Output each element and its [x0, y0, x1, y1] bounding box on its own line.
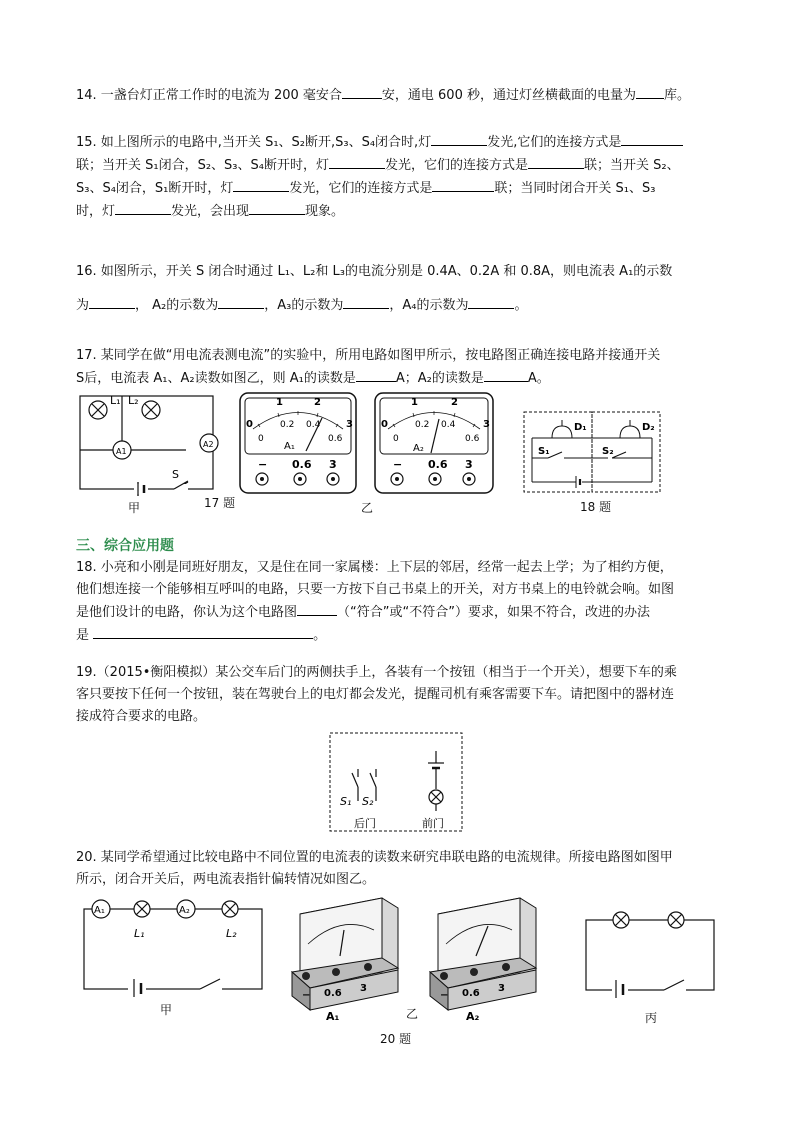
- q18-line-1: 18. 小亮和小刚是同班好朋友，又是住在同一家属楼：上下层的邻居，经常一起去上学；为了相约方便，: [76, 560, 673, 575]
- terminal-label: −: [440, 990, 449, 1001]
- scale-label: 0.6: [465, 434, 480, 444]
- fig20-jia-caption: 甲: [160, 1003, 173, 1017]
- q15-text: 发光,它们的连接方式是: [487, 135, 622, 150]
- q19-line-1: 19.（2015•衡阳模拟）某公交车后门的两侧扶手上，各装有一个按钮（相当于一个开关），想要下车的乘: [76, 665, 677, 680]
- q15-line-3: [76, 177, 721, 200]
- q16-line-1: 16. 如图所示，开关 S 闭合时通过 L₁、L₂和 L₃的电流分别是 0.4A、0.2A 和 0.8A，则电流表 A₁的示数: [76, 264, 673, 279]
- fig20-bing-caption: 丙: [645, 1011, 658, 1025]
- q15-blank-6[interactable]: [432, 177, 494, 192]
- scale-label: 3: [346, 419, 353, 430]
- q14-blank-1[interactable]: [342, 84, 382, 99]
- q14-blank-2[interactable]: [636, 84, 664, 99]
- fig19-components: [328, 731, 464, 833]
- q18-text: （“符合”或“不符合”）要求，如果不符合，改进的办法: [337, 605, 650, 620]
- switch-s-label: S: [172, 468, 179, 481]
- q15-text: 发光，它们的连接方式是: [289, 181, 433, 196]
- ammeter-a1-label: A₁: [94, 905, 105, 916]
- q20-line-2: 所示，闭合开关后，两电流表指针偏转情况如图乙。: [76, 872, 376, 887]
- q15-text: 发光，会出现: [171, 204, 250, 219]
- fig17-circuit-jia: [76, 388, 226, 498]
- fig18-circuit: [522, 410, 662, 495]
- terminal-label: 3: [329, 458, 337, 471]
- question-16: [76, 261, 721, 317]
- fig20-caption: 20 题: [380, 1032, 412, 1046]
- terminal-label: 0.6: [428, 458, 448, 471]
- q15-blank-3[interactable]: [329, 154, 385, 169]
- q15-line-1: [76, 131, 721, 154]
- section-heading: 三、综合应用题: [76, 538, 174, 554]
- q17-line-2: [76, 367, 721, 390]
- q17-blank-1[interactable]: [356, 367, 396, 382]
- q14-text-2: 安，通电 600 秒，通过灯丝横截面的电量为: [381, 88, 636, 103]
- scale-label: 0: [381, 419, 388, 430]
- q15-line-4: [76, 200, 721, 223]
- q17-text: A。: [527, 371, 550, 386]
- scale-label: 0: [246, 419, 253, 430]
- q15-text: 15. 如上图所示的电路中,当开关 S₁、S₂断开,S₃、S₄闭合时,灯: [76, 135, 432, 150]
- lamp-l1-label: L₁: [110, 394, 121, 407]
- meter-label: A₂: [413, 443, 424, 454]
- back-door-label: 后门: [354, 817, 376, 830]
- q15-text: 现象。: [305, 204, 345, 219]
- terminal-label: 3: [360, 983, 367, 994]
- q15-text: S₃、S₄闭合，S₁断开时，灯: [76, 181, 234, 196]
- terminal-label: −: [393, 458, 403, 471]
- terminal-label: 3: [465, 458, 473, 471]
- scale-label: 0.4: [441, 420, 456, 430]
- meter-label: A₁: [284, 441, 295, 452]
- q16-text: ，A₄的示数为: [389, 298, 469, 313]
- q18-line-3: [76, 601, 721, 624]
- q16-blank-4[interactable]: [468, 294, 514, 309]
- fig17-meter-a2: [373, 391, 495, 496]
- fig17-jia-caption: 甲: [128, 501, 141, 515]
- fig20-meter-a1: [286, 892, 404, 1024]
- q18-line-2: 他们想连接一个能够相互呼叫的电路，只要一方按下自己书桌上的开关，对方书桌上的电铃就会响。如图: [76, 582, 675, 597]
- q15-blank-8[interactable]: [249, 200, 305, 215]
- q15-blank-5[interactable]: [233, 177, 289, 192]
- ammeter-a2-label: A₂: [179, 905, 190, 916]
- q15-text: 联；当开关 S₁闭合，S₂、S₃、S₄断开时，灯: [76, 158, 329, 173]
- question-19: [76, 662, 721, 728]
- q16-blank-1[interactable]: [89, 294, 135, 309]
- q16-text: 为: [76, 298, 90, 313]
- scale-label: 0.4: [306, 420, 321, 430]
- scale-label: 2: [314, 397, 321, 408]
- terminal-label: −: [258, 458, 268, 471]
- q15-line-2: [76, 154, 721, 177]
- scale-label: 1: [411, 397, 418, 408]
- q16-line-2: [76, 294, 721, 317]
- q14-text-3: 库。: [663, 88, 690, 103]
- q19-line-2: 客只要按下任何一个按钮，装在驾驶台上的电灯都会发光，提醒司机有乘客需要下车。请把图中的器材连: [76, 687, 675, 702]
- q18-text: 是: [76, 628, 90, 643]
- q18-blank-1[interactable]: [297, 601, 337, 616]
- q16-text: 。: [514, 298, 528, 313]
- q18-blank-2[interactable]: [93, 624, 313, 639]
- q15-blank-7[interactable]: [115, 200, 171, 215]
- fig17-meter-a1: [238, 391, 358, 496]
- switch-s1-label: S₁: [538, 446, 550, 457]
- q15-text: 联；当开关 S₂、: [584, 158, 680, 173]
- switch-s2-label: S₂: [602, 446, 614, 457]
- front-door-label: 前门: [422, 817, 444, 830]
- meter-a2-caption: A₂: [466, 1010, 480, 1023]
- q17-blank-2[interactable]: [484, 367, 528, 382]
- fig20-circuit-jia: [82, 897, 268, 997]
- fig17-yi-caption: 乙: [361, 501, 374, 515]
- question-20: [76, 847, 721, 891]
- bell-d2-label: D₂: [642, 422, 655, 433]
- q19-line-3: 接成符合要求的电路。: [76, 709, 207, 724]
- scale-label: 2: [451, 397, 458, 408]
- question-14: [76, 84, 721, 107]
- question-15: [76, 131, 721, 223]
- ammeter-a2-label: A2: [203, 440, 214, 449]
- q16-text: ，A₃的示数为: [264, 298, 344, 313]
- terminal-label: 0.6: [292, 458, 312, 471]
- scale-label: 0.2: [280, 420, 295, 430]
- bell-d1-label: D₁: [574, 422, 587, 433]
- q18-text: 是他们设计的电路，你认为这个电路图: [76, 605, 298, 620]
- question-18: [76, 557, 721, 647]
- scale-label: 0: [258, 434, 264, 444]
- scale-label: 3: [483, 419, 490, 430]
- ammeter-a1-label: A1: [116, 447, 127, 456]
- q16-blank-2[interactable]: [218, 294, 264, 309]
- q15-text: 发光，它们的连接方式是: [385, 158, 529, 173]
- q16-text: ， A₂的示数为: [135, 298, 219, 313]
- fig20-circuit-bing: [584, 908, 718, 998]
- lamp-l2-label: L₂: [226, 927, 237, 940]
- q16-blank-3[interactable]: [343, 294, 389, 309]
- terminal-label: 0.6: [462, 988, 480, 999]
- q17-text: S后，电流表 A₁、A₂读数如图乙，则 A₁的读数是: [76, 371, 356, 386]
- meter-a1-caption: A₁: [326, 1010, 340, 1023]
- scale-label: 1: [276, 397, 283, 408]
- switch-s2-label: S₂: [362, 795, 374, 808]
- fig20-yi-caption: 乙: [406, 1007, 419, 1021]
- q15-blank-2[interactable]: [621, 131, 683, 146]
- lamp-l1-label: L₁: [134, 927, 145, 940]
- q18-text: 。: [313, 628, 327, 643]
- q17-line-1: 17. 某同学在做“用电流表测电流”的实验中，所用电路如图甲所示，按电路图正确连接电路并接通开关: [76, 348, 661, 363]
- scale-label: 0: [393, 434, 399, 444]
- scale-label: 0.6: [328, 434, 343, 444]
- question-17: [76, 345, 721, 390]
- q18-line-4: [76, 624, 721, 647]
- q14-text-1: 14. 一盏台灯正常工作时的电流为 200 毫安合: [76, 88, 342, 103]
- switch-s1-label: S₁: [340, 795, 352, 808]
- q15-blank-4[interactable]: [528, 154, 584, 169]
- lamp-l2-label: L₂: [128, 394, 139, 407]
- q17-text: A；A₂的读数是: [395, 371, 484, 386]
- fig17-caption: 17 题: [204, 496, 236, 510]
- terminal-label: 0.6: [324, 988, 342, 999]
- q15-text: 时，灯: [76, 204, 116, 219]
- fig20-meter-a2: [424, 892, 542, 1024]
- terminal-label: −: [302, 990, 311, 1001]
- scale-label: 0.2: [415, 420, 430, 430]
- q20-line-1: 20. 某同学希望通过比较电路中不同位置的电流表的读数来研究串联电路的电流规律。所接电路图如图甲: [76, 850, 673, 865]
- q15-blank-1[interactable]: [431, 131, 487, 146]
- fig18-caption: 18 题: [580, 500, 612, 514]
- q15-text: 联；当同时闭合开关 S₁、S₃: [494, 181, 656, 196]
- terminal-label: 3: [498, 983, 505, 994]
